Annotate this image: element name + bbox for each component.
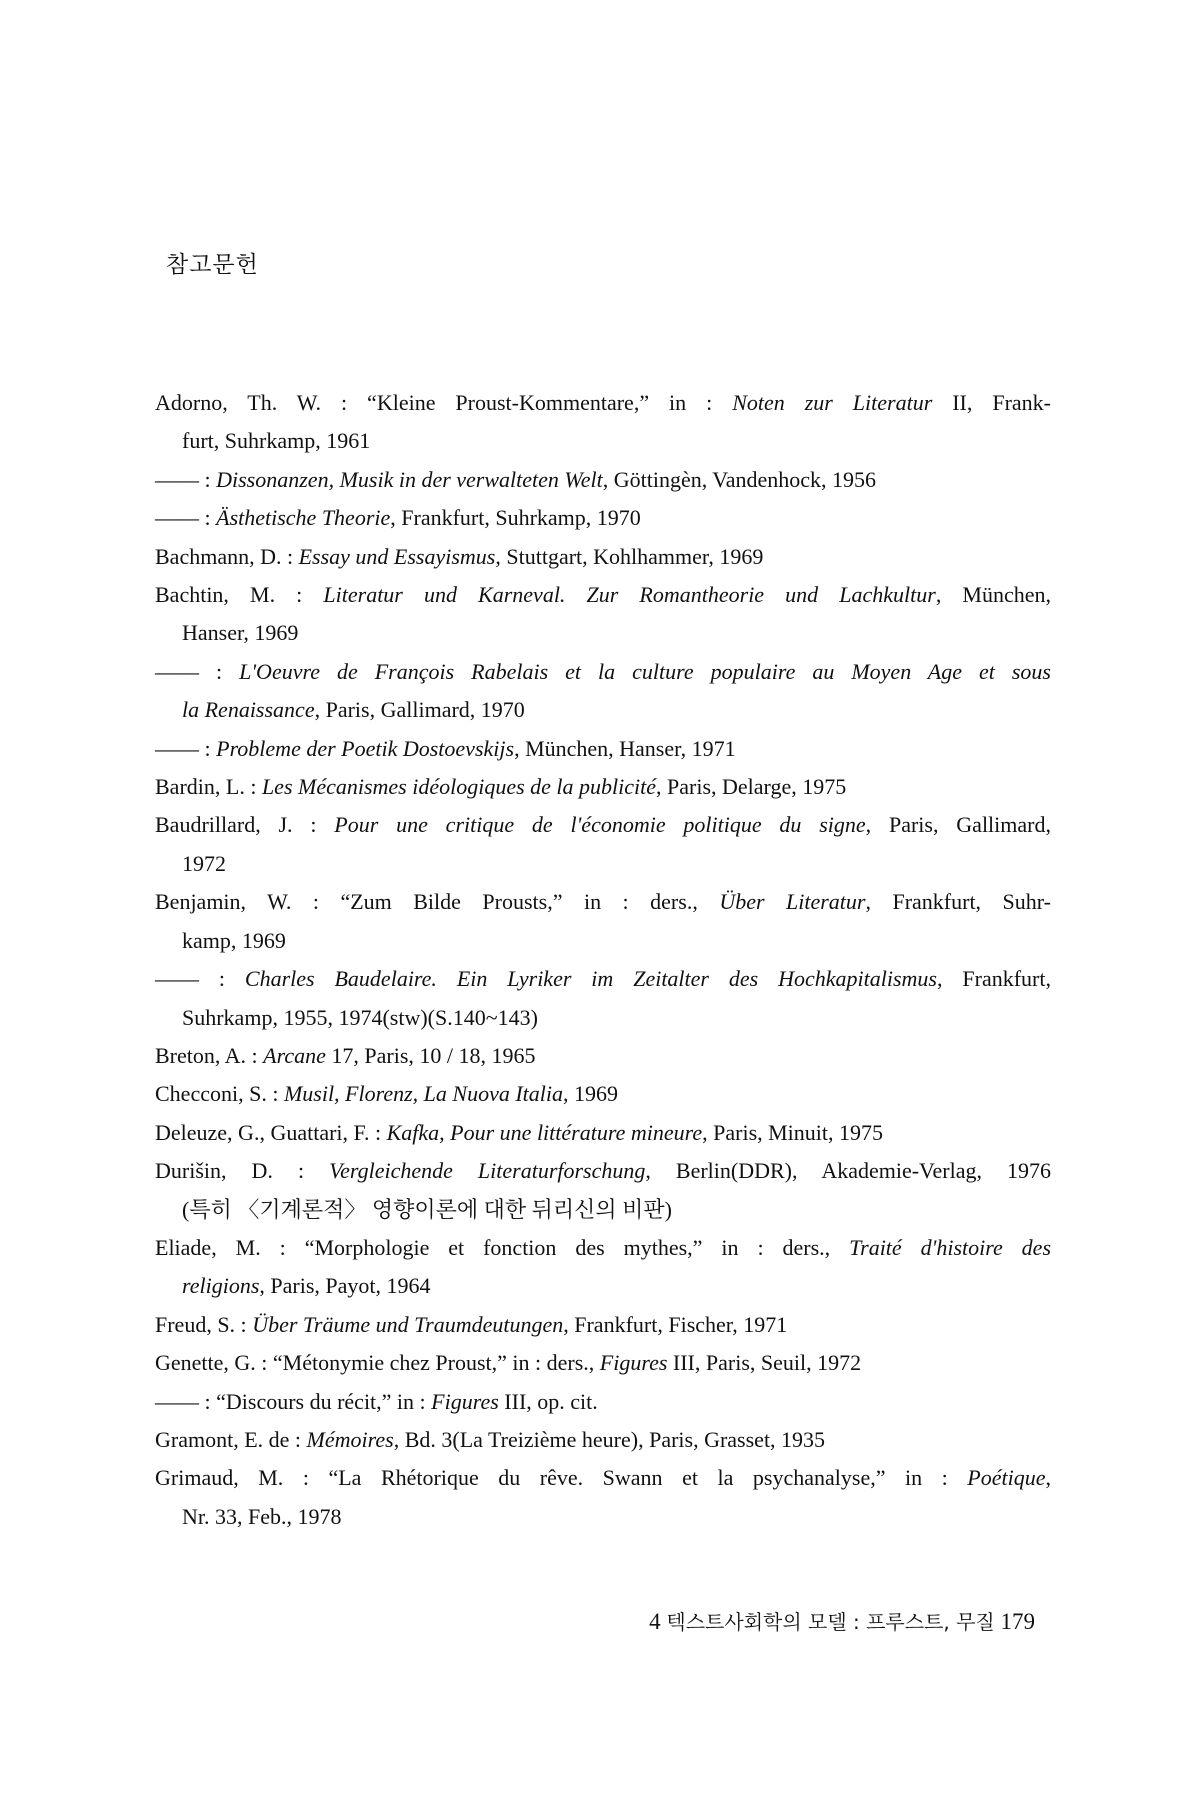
reference-entry: [155, 768, 1051, 806]
reference-title: Über Literatur: [719, 889, 866, 915]
reference-line: [155, 576, 1051, 614]
reference-line: [155, 499, 1051, 537]
reference-text: , 1969: [563, 1081, 619, 1107]
reference-line: [155, 1152, 1051, 1190]
reference-text: , Paris, Delarge, 1975: [656, 774, 847, 800]
reference-text: , Paris, Gallimard, 1970: [314, 697, 525, 723]
reference-text: 17, Paris, 10 / 18, 1965: [325, 1042, 536, 1068]
reference-line: [155, 461, 1051, 499]
reference-entry: [155, 1421, 1051, 1459]
reference-line: [155, 538, 1051, 576]
reference-title: Über Träume und Traumdeutungen: [252, 1311, 564, 1337]
reference-entry: [155, 538, 1051, 576]
page-number: 179: [1000, 1609, 1035, 1634]
reference-text: —— :: [155, 466, 217, 492]
reference-text: III, op. cit.: [498, 1388, 598, 1414]
reference-text: Bardin, L. :: [155, 774, 262, 800]
reference-title: Poétique: [967, 1465, 1046, 1491]
reference-title: religions: [182, 1273, 260, 1299]
reference-title: Vergleichende Literaturforschung: [329, 1158, 646, 1184]
page-heading: 참고문헌: [166, 252, 259, 278]
reference-text: , Frankfurt,: [937, 966, 1051, 992]
reference-title: Kafka, Pour une littérature mineure: [386, 1119, 703, 1145]
reference-text: Genette, G. : “Métonymie chez Proust,” in : ders.,: [155, 1350, 600, 1376]
reference-entry: [155, 960, 1051, 1037]
reference-entry: [155, 653, 1051, 730]
reference-text: II, Frank-: [932, 390, 1051, 415]
reference-title: Musil, Florenz, La Nuova Italia: [283, 1081, 564, 1107]
reference-line: [155, 1229, 1051, 1267]
reference-title: Noten zur Literatur: [732, 390, 933, 415]
reference-line: [155, 1075, 1051, 1113]
reference-text: Durišin, D. :: [155, 1158, 330, 1184]
reference-text: —— :: [155, 505, 217, 531]
footer-chapter: 4: [649, 1609, 661, 1634]
reference-text: , München,: [935, 582, 1052, 608]
reference-text: III, Paris, Seuil, 1972: [667, 1350, 862, 1376]
reference-entry: [155, 1459, 1051, 1536]
reference-entry: [155, 1383, 1051, 1421]
reference-line: [155, 806, 1051, 844]
reference-text: , Frankfurt, Suhrkamp, 1970: [390, 505, 641, 531]
reference-line: [155, 999, 1051, 1037]
reference-entry: [155, 1229, 1051, 1306]
reference-text: , Paris, Minuit, 1975: [702, 1119, 884, 1145]
reference-text: , Paris, Payot, 1964: [259, 1273, 431, 1299]
reference-title: Arcane: [263, 1042, 326, 1068]
reference-text: Bachmann, D. :: [155, 543, 299, 569]
reference-line: [155, 1421, 1051, 1459]
reference-line: [155, 691, 1051, 729]
footer-title: 텍스트사회학의 모델 : 프루스트, 무질: [666, 1610, 995, 1634]
reference-line: [155, 1037, 1051, 1075]
reference-line: [155, 1267, 1051, 1305]
reference-title: la Renaissance: [182, 697, 315, 723]
reference-title: Les Mécanismes idéologiques de la publicité: [261, 774, 657, 800]
reference-title: Charles Baudelaire. Ein Lyriker im Zeitalter des Hochkapitalismus: [244, 966, 937, 992]
reference-text: furt, Suhrkamp, 1961: [182, 428, 371, 454]
reference-title: Dissonanzen, Musik in der verwalteten Welt: [216, 466, 603, 492]
reference-line: [155, 960, 1051, 998]
reference-text: 1972: [182, 850, 226, 876]
reference-text: Adorno, Th. W. : “Kleine Proust-Kommentare,” in :: [155, 390, 733, 415]
reference-text: Bachtin, M. :: [155, 582, 324, 608]
reference-line: [155, 1191, 1051, 1229]
reference-line: [155, 1344, 1051, 1382]
reference-entry: [155, 384, 1051, 461]
reference-title: Figures: [599, 1350, 668, 1376]
reference-entry: [155, 1037, 1051, 1075]
reference-text: , Berlin(DDR), Akademie-Verlag, 1976: [645, 1158, 1052, 1184]
reference-entry: [155, 1344, 1051, 1382]
reference-text: Nr. 33, Feb., 1978: [182, 1503, 342, 1529]
reference-line: [155, 422, 1051, 460]
reference-text: Deleuze, G., Guattari, F. :: [155, 1119, 387, 1145]
reference-line: [155, 768, 1051, 806]
reference-line: [155, 653, 1051, 691]
reference-text: Benjamin, W. : “Zum Bilde Prousts,” in : ders.,: [155, 889, 720, 915]
reference-title: Figures: [431, 1388, 499, 1414]
reference-entry: [155, 1114, 1051, 1152]
reference-text: Suhrkamp, 1955, 1974(stw)(S.140~143): [182, 1004, 538, 1030]
reference-line: [155, 1306, 1051, 1344]
reference-list: [155, 384, 1051, 1536]
reference-title: Traité d'histoire des: [849, 1234, 1052, 1260]
reference-text: Hanser, 1969: [182, 620, 299, 646]
reference-entry: [155, 730, 1051, 768]
reference-text: ,: [1045, 1465, 1051, 1491]
reference-text: —— :: [155, 735, 217, 761]
reference-title: Mémoires: [306, 1426, 394, 1452]
reference-text: , Paris, Gallimard,: [865, 812, 1051, 838]
reference-entry: [155, 499, 1051, 537]
reference-text: Grimaud, M. : “La Rhétorique du rêve. Swann et la psychanalyse,” in :: [155, 1465, 968, 1491]
reference-line: [155, 1459, 1051, 1497]
reference-text: , Bd. 3(La Treizième heure), Paris, Grasset, 1935: [393, 1426, 826, 1452]
reference-line: [155, 384, 1051, 422]
reference-title: Essay und Essayismus: [298, 543, 496, 569]
reference-line: [155, 1383, 1051, 1421]
reference-text: Breton, A. :: [155, 1042, 264, 1068]
reference-entry: [155, 1306, 1051, 1344]
reference-line: [155, 883, 1051, 921]
reference-text: —— : “Discours du récit,” in :: [155, 1388, 432, 1414]
reference-line: [155, 1498, 1051, 1536]
reference-text: , München, Hanser, 1971: [514, 735, 736, 761]
reference-text: , Frankfurt, Fischer, 1971: [563, 1311, 788, 1337]
reference-title: Pour une critique de l'économie politique du signe: [334, 812, 866, 838]
reference-text: , Göttingèn, Vandenhock, 1956: [602, 466, 877, 492]
reference-entry: [155, 806, 1051, 883]
reference-line: [155, 922, 1051, 960]
reference-text: —— :: [155, 658, 240, 684]
reference-line: [155, 1114, 1051, 1152]
reference-line: [155, 845, 1051, 883]
reference-title: Literatur und Karneval. Zur Romantheorie und Lachkultur: [323, 582, 936, 608]
reference-text: Baudrillard, J. :: [155, 812, 335, 838]
running-footer: [649, 1606, 1035, 1635]
reference-entry: [155, 576, 1051, 653]
reference-title: Probleme der Poetik Dostoevskijs: [216, 735, 515, 761]
reference-entry: [155, 883, 1051, 960]
reference-text: , Stuttgart, Kohlhammer, 1969: [495, 543, 764, 569]
reference-entry: [155, 1075, 1051, 1113]
reference-text: , Frankfurt, Suhr-: [865, 889, 1051, 915]
reference-entry: [155, 461, 1051, 499]
reference-text: Freud, S. :: [155, 1311, 253, 1337]
reference-text: (특히 〈기계론적〉 영향이론에 대한 뒤리신의 비판): [182, 1196, 672, 1222]
reference-title: Ästhetische Theorie: [216, 505, 391, 531]
reference-entry: [155, 1152, 1051, 1229]
reference-text: —— :: [155, 966, 245, 992]
reference-line: [155, 614, 1051, 652]
reference-title: L'Oeuvre de François Rabelais et la culture populaire au Moyen Age et sous: [239, 658, 1051, 684]
reference-text: Checconi, S. :: [155, 1081, 284, 1107]
reference-text: Eliade, M. : “Morphologie et fonction des mythes,” in : ders.,: [155, 1234, 850, 1260]
reference-line: [155, 730, 1051, 768]
reference-text: kamp, 1969: [182, 927, 286, 953]
reference-text: Gramont, E. de :: [155, 1426, 307, 1452]
